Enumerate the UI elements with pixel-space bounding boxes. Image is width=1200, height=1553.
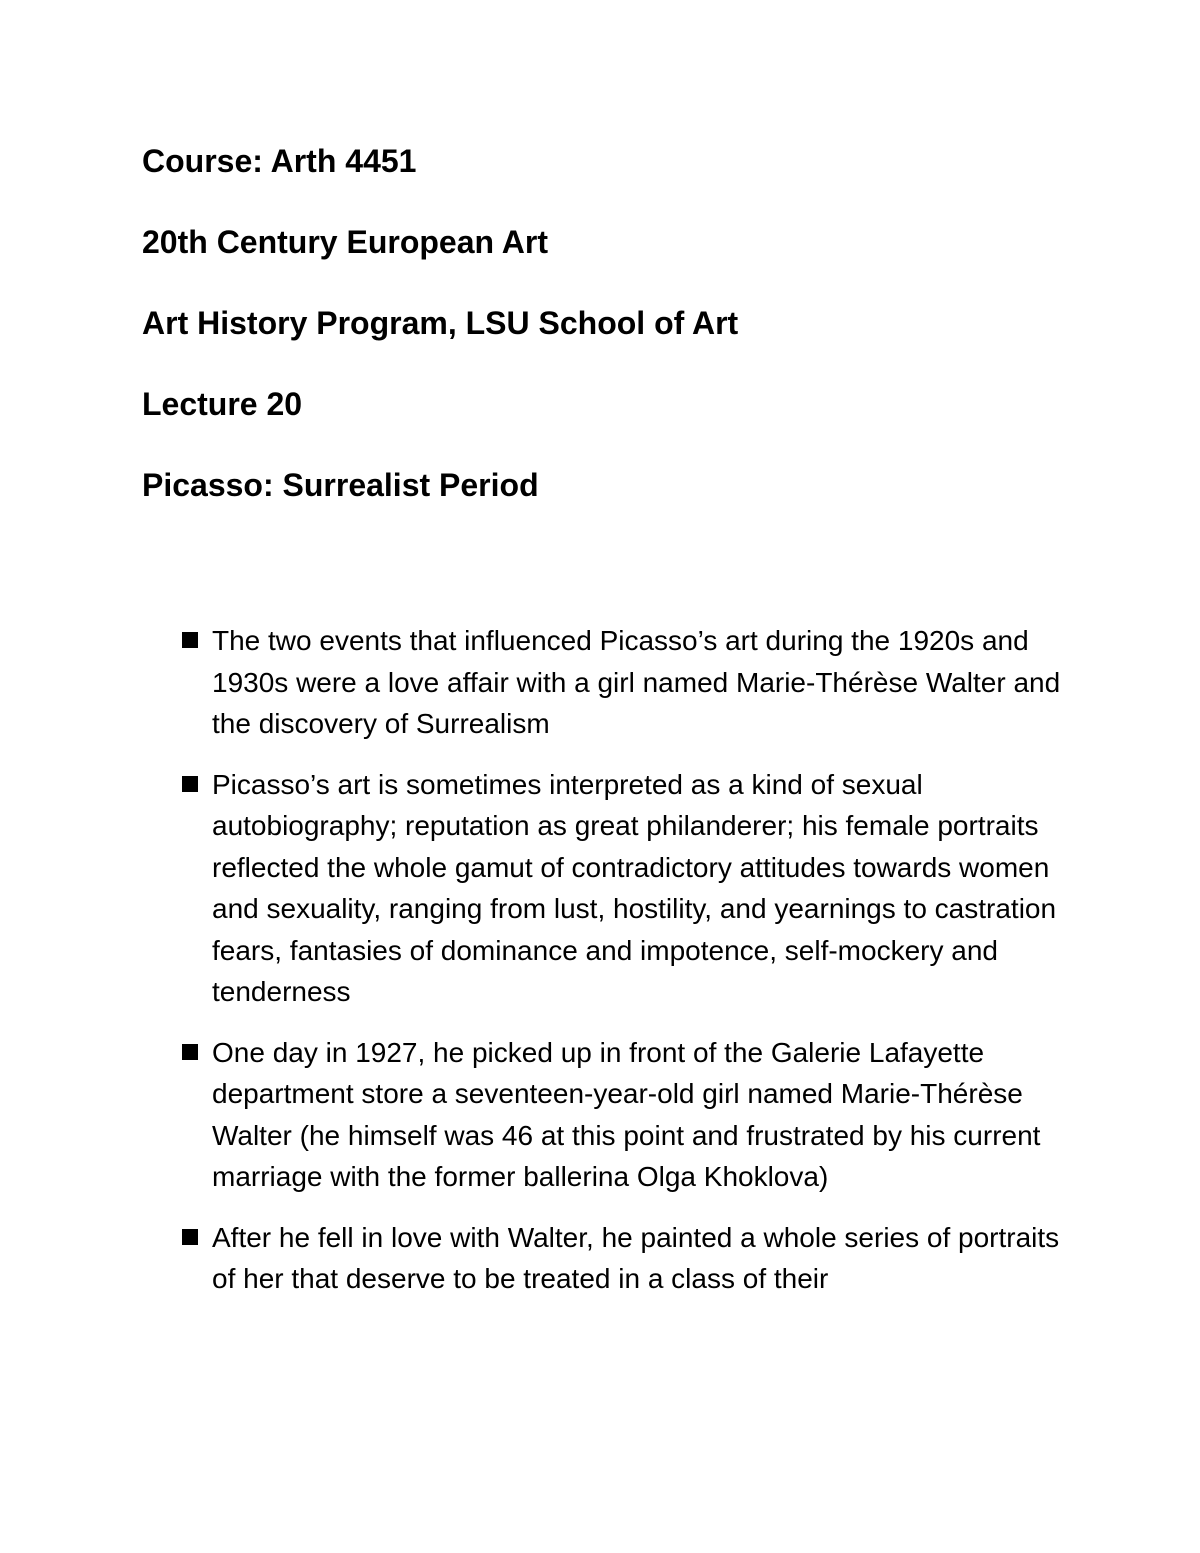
course-code-heading: Course: Arth 4451 (142, 143, 417, 179)
bullet-text: One day in 1927, he picked up in front of the Galerie Lafayette department store a seventeen-year-old girl named Marie-Thérèse Walter (he himself was 46 at this point and frustrated by his current marriage with the former ballerina Olga Khoklova) (212, 1036, 1041, 1192)
program-heading: Art History Program, LSU School of Art (142, 305, 739, 341)
document-header (142, 138, 1042, 543)
bullet-text: Picasso’s art is sometimes interpreted as a kind of sexual autobiography; reputation as great philanderer; his female portraits reflected the whole gamut of contradictory attitudes towards women and sexuality, ranging from lust, hostility, and yearnings to castration fears, fantasies of dominance and impotence, self-mockery and tenderness (212, 768, 1057, 1007)
lecture-topic-heading: Picasso: Surrealist Period (142, 467, 539, 503)
bullet-text: After he fell in love with Walter, he painted a whole series of portraits of her that deserve to be treated in a class of their (212, 1221, 1060, 1294)
lecture-bullet-list (0, 620, 1200, 1319)
square-bullet-icon (182, 1229, 198, 1245)
lecture-number-heading: Lecture 20 (142, 386, 303, 422)
bullet-item (0, 1217, 1062, 1300)
bullet-item (0, 1032, 1062, 1198)
bullet-text: The two events that influenced Picasso’s art during the 1920s and 1930s were a love affair with a girl named Marie-Thérèse Walter and the discovery of Surrealism (212, 625, 1061, 739)
course-title-heading: 20th Century European Art (142, 224, 548, 260)
bullet-item (0, 764, 1062, 1013)
square-bullet-icon (182, 1044, 198, 1060)
bullet-item (0, 620, 1062, 745)
square-bullet-icon (182, 776, 198, 792)
square-bullet-icon (182, 632, 198, 648)
